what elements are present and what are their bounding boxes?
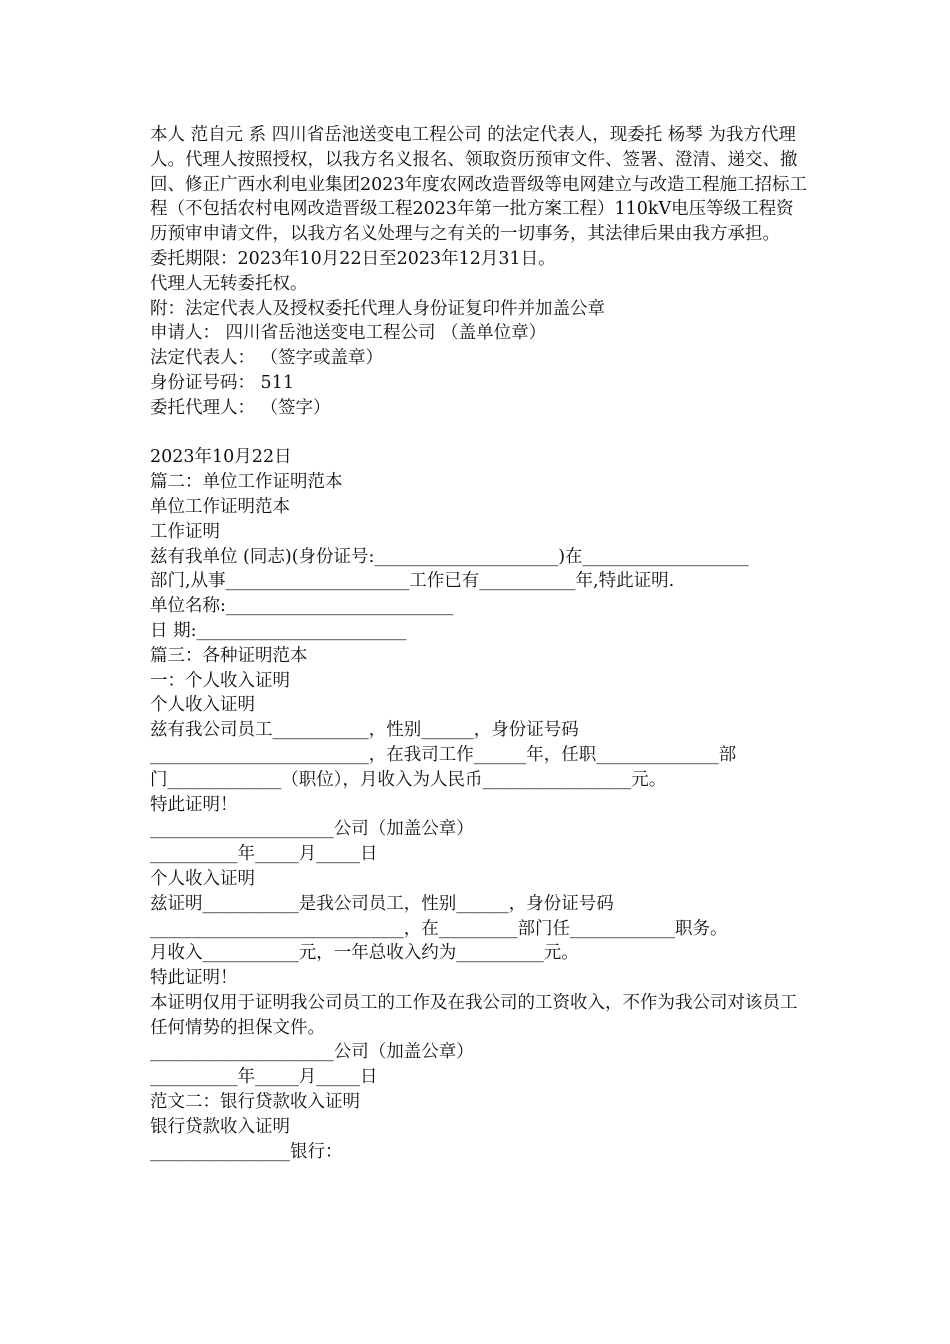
income-certificate-2-line-6: _____________________公司（加盖公章） xyxy=(150,1042,474,1063)
authorization-paragraph: 本人 范自元 系 四川省岳池送变电工程公司 的法定代表人，现委托 杨琴 为我方代理人。代理人按照授权，以我方名义报名、领取资历预审文件、签署、澄清、递交、撤回、修正广西水利电业集团2023年度农网改造晋级等电网建立与改造工程施工招标工程（不包括农村电网改造晋级工程2023年第一批方案工程）110kV电压等级工程资历预审申请文件，以我方名义处理与之有关的一切事务，其法律后果由我方承担。 xyxy=(150,125,808,245)
income-certificate-2-line-7: __________年_____月_____日 xyxy=(150,1067,378,1088)
attachment-note: 附：法定代表人及授权委托代理人身份证复印件并加盖公章 xyxy=(150,298,605,319)
section-3-item-1: 一：个人收入证明 xyxy=(150,670,290,691)
agent-line: 委托代理人： （签字） xyxy=(150,397,331,418)
income-certificate-1-line-3: 门_____________（职位），月收入为人民币_________________元。 xyxy=(150,769,667,790)
applicant-line: 申请人： 四川省岳池送变电工程公司 （盖单位章） xyxy=(150,323,547,344)
income-certificate-2-title: 个人收入证明 xyxy=(150,868,255,889)
income-certificate-2-line-1: 兹证明___________是我公司员工，性别______，身份证号码 xyxy=(150,893,614,914)
work-certificate-line-3: 单位名称:__________________________ xyxy=(150,596,454,617)
bank-sample-line-1: ________________银行： xyxy=(150,1141,343,1162)
income-certificate-2-line-5: 本证明仅用于证明我公司员工的工作及在我公司的工资收入，不作为我公司对该员工任何情势的担保文件。 xyxy=(150,992,798,1038)
income-certificate-1-line-6: __________年_____月_____日 xyxy=(150,844,378,865)
income-certificate-2-line-4: 特此证明！ xyxy=(150,968,238,989)
income-certificate-1-title: 个人收入证明 xyxy=(150,695,255,716)
id-number-line: 身份证号码： 511 xyxy=(150,372,294,393)
date-line: 2023年10月22日 xyxy=(150,447,292,468)
bank-sample-subtitle: 银行贷款收入证明 xyxy=(150,1116,290,1137)
work-certificate-line-2: 部门,从事_____________________工作已有___________年,特此证明. xyxy=(150,571,675,592)
income-certificate-1-line-1: 兹有我公司员工___________，性别______，身份证号码 xyxy=(150,720,579,741)
income-certificate-1-line-5: _____________________公司（加盖公章） xyxy=(150,819,474,840)
income-certificate-2-line-2: _____________________________，在_________部门任____________职务。 xyxy=(150,918,728,939)
work-certificate-line-4: 日 期:________________________ xyxy=(150,620,407,641)
no-transfer-note: 代理人无转委托权。 xyxy=(150,273,308,294)
work-certificate-title: 工作证明 xyxy=(150,521,220,542)
income-certificate-1-line-4: 特此证明！ xyxy=(150,794,238,815)
income-certificate-2-line-3: 月收入___________元，一年总收入约为__________元。 xyxy=(150,943,579,964)
income-certificate-1-line-2: _________________________，在我司工作______年，任职______________部 xyxy=(150,744,737,765)
blank-line xyxy=(150,421,810,446)
section-3-title: 篇三：各种证明范本 xyxy=(150,645,308,666)
bank-sample-title: 范文二：银行贷款收入证明 xyxy=(150,1092,360,1113)
section-2-subtitle: 单位工作证明范本 xyxy=(150,496,290,517)
work-certificate-line-1: 兹有我单位 (同志)(身份证号:_____________________)在___________________ xyxy=(150,546,749,567)
legal-rep-line: 法定代表人： （签字或盖章） xyxy=(150,348,384,369)
section-2-title: 篇二：单位工作证明范本 xyxy=(150,472,343,493)
document-page xyxy=(150,123,810,1164)
entrust-term: 委托期限：2023年10月22日至2023年12月31日。 xyxy=(150,248,556,269)
